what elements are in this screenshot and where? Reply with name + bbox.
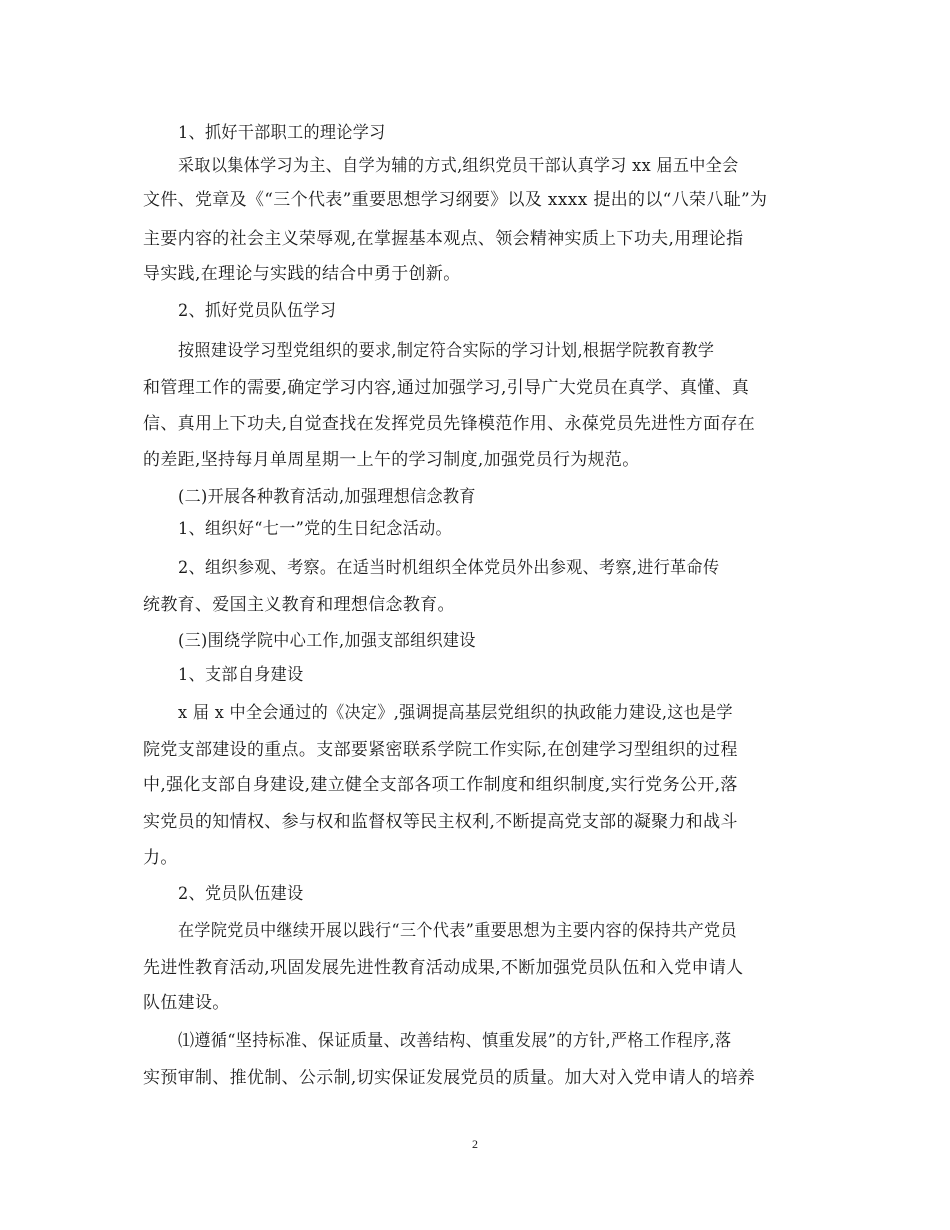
paragraph-line: 和管理工作的需要,确定学习内容,通过加强学习,引导广大党员在真学、真懂、真 <box>143 378 750 398</box>
paragraph-line: 按照建设学习型党组织的要求,制定符合实际的学习计划,根据学院教育教学 <box>178 341 715 361</box>
paragraph-line: 在学院党员中继续开展以践行“三个代表”重要思想为主要内容的保持共产党员 <box>178 921 737 941</box>
page-number: 2 <box>472 1137 478 1151</box>
paragraph-line: ⑴遵循“坚持标准、保证质量、改善结构、慎重发展”的方针,严格工作程序,落 <box>178 1031 732 1051</box>
paragraph-line: 中,强化支部自身建设,建立健全支部各项工作制度和组织制度,实行党务公开,落 <box>143 775 738 795</box>
heading-4: 2、党员队伍建设 <box>178 884 304 904</box>
heading-1: 1、抓好干部职工的理论学习 <box>178 123 386 143</box>
paragraph-line: x 届 x 中全会通过的《决定》,强调提高基层党组织的执政能力建设,这也是学 <box>178 703 733 723</box>
paragraph-line: 导实践,在理论与实践的结合中勇于创新。 <box>143 264 461 284</box>
heading-3: 1、支部自身建设 <box>178 665 304 685</box>
section-heading: (二)开展各种教育活动,加强理想信念教育 <box>178 487 476 507</box>
paragraph-line: 统教育、爱国主义教育和理想信念教育。 <box>143 595 455 615</box>
paragraph-line: 主要内容的社会主义荣辱观,在掌握基本观点、领会精神实质上下功夫,用理论指 <box>143 229 744 249</box>
paragraph-line: 队伍建设。 <box>143 993 230 1013</box>
section-heading: (三)围绕学院中心工作,加强支部组织建设 <box>178 631 476 651</box>
paragraph-line: 采取以集体学习为主、自学为辅的方式,组织党员干部认真学习 xx 届五中全会 <box>178 156 739 176</box>
paragraph-line: 2、组织参观、考察。在适当时机组织全体党员外出参观、考察,进行革命传 <box>178 558 720 578</box>
paragraph-line: 先进性教育活动,巩固发展先进性教育活动成果,不断加强党员队伍和入党申请人 <box>143 958 744 978</box>
paragraph-line: 实预审制、推优制、公示制,切实保证发展党员的质量。加大对入党申请人的培养 <box>143 1068 756 1088</box>
paragraph-line: 院党支部建设的重点。支部要紧密联系学院工作实际,在创建学习型组织的过程 <box>143 740 738 760</box>
paragraph-line: 力。 <box>143 848 178 868</box>
list-item: 1、组织好“七一”党的生日纪念活动。 <box>178 519 452 539</box>
paragraph-line: 信、真用上下功夫,自觉查找在发挥党员先锋模范作用、永葆党员先进性方面存在 <box>143 414 756 434</box>
heading-2: 2、抓好党员队伍学习 <box>178 301 337 321</box>
paragraph-line: 实党员的知情权、参与权和监督权等民主权利,不断提高党支部的凝聚力和战斗 <box>143 812 738 832</box>
paragraph-line: 的差距,坚持每月单周星期一上午的学习制度,加强党员行为规范。 <box>143 450 640 470</box>
paragraph-line: 文件、党章及《“三个代表”重要思想学习纲要》以及 xxxx 提出的以“八荣八耻”为 <box>143 190 768 210</box>
